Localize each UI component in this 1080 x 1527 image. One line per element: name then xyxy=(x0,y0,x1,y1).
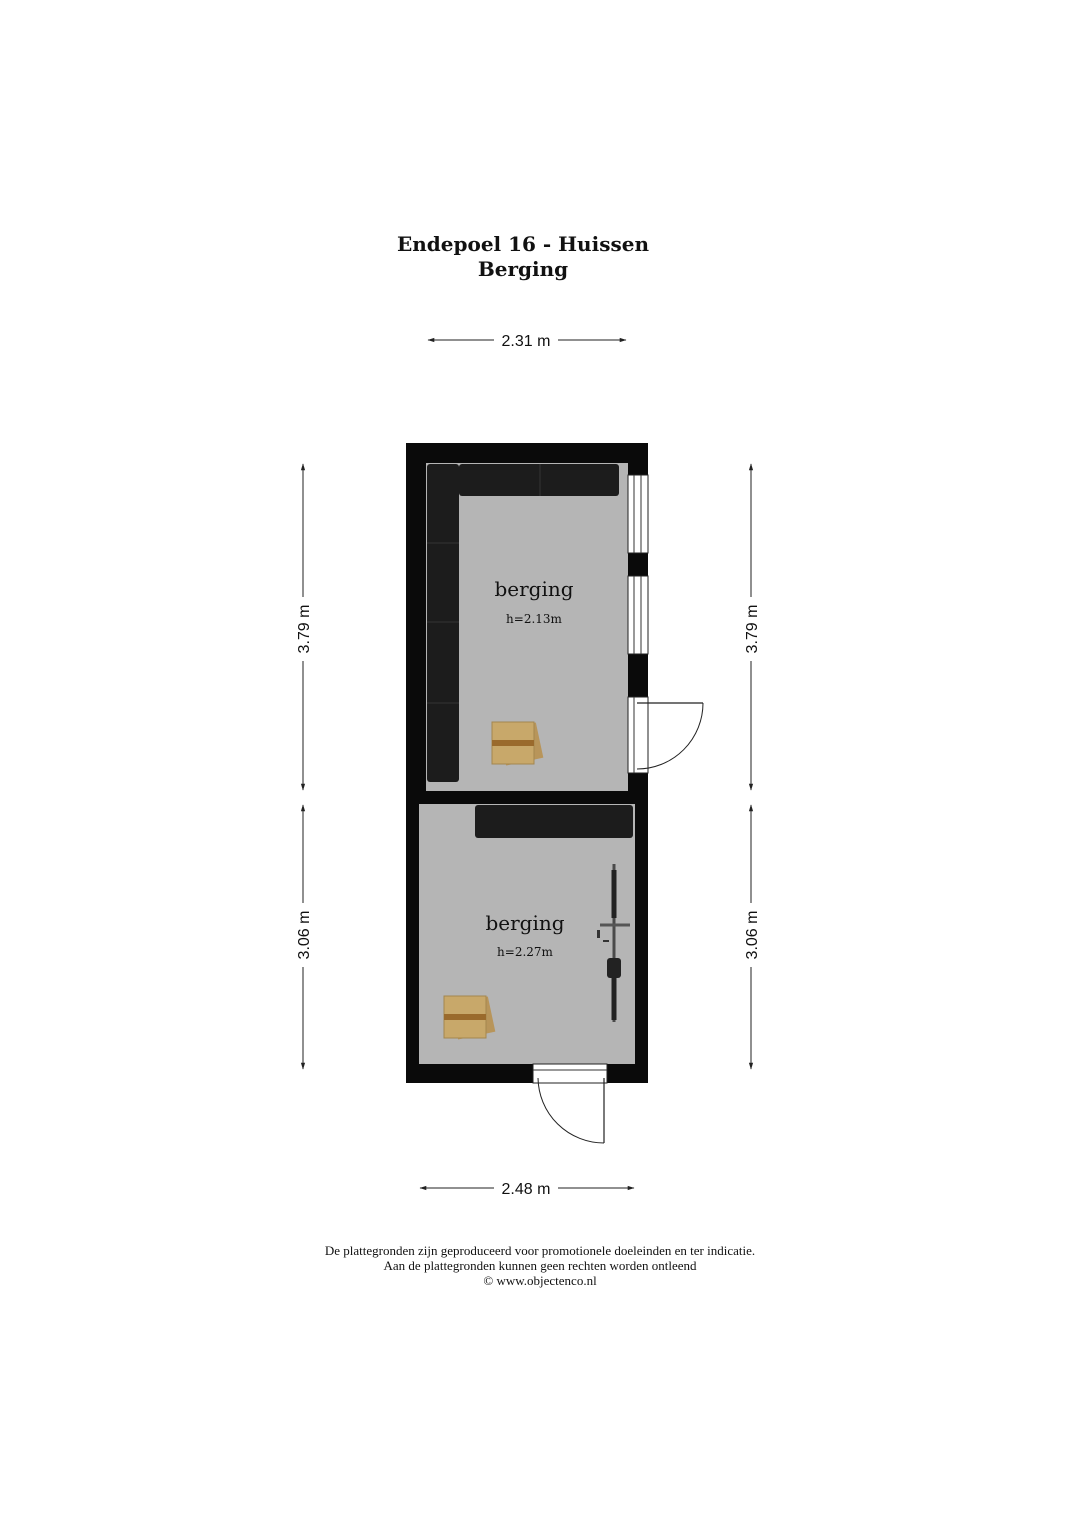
room-name-lower: berging xyxy=(485,911,565,935)
cabinet-lower xyxy=(475,805,633,838)
dimension-top xyxy=(428,333,626,350)
dimension-left-lower xyxy=(296,805,313,1069)
cabinet-left xyxy=(427,464,459,782)
dimension-right-lower xyxy=(744,805,761,1069)
plan-title-floor: Berging xyxy=(477,257,569,281)
copyright: © www.objectenco.nl xyxy=(483,1273,597,1288)
dimension-right-upper-label: 3.79 m xyxy=(744,604,761,654)
plan-title-address: Endepoel 16 - Huissen xyxy=(397,232,649,256)
front-door-swing xyxy=(538,1078,604,1143)
disclaimer-line-1: De plattegronden zijn geproduceerd voor promotionele doeleinden en ter indicatie. xyxy=(324,1243,756,1258)
dimension-left-lower-label: 3.06 m xyxy=(296,910,313,960)
front-door-opening xyxy=(533,1064,607,1083)
boxes-upper xyxy=(492,722,543,766)
cabinet-top xyxy=(459,464,619,496)
dimension-top-label: 2.31 m xyxy=(501,333,551,350)
room-name-upper: berging xyxy=(494,577,574,601)
front-door xyxy=(533,1064,607,1143)
disclaimer-line-2: Aan de plattegronden kunnen geen rechten worden ontleend xyxy=(383,1258,697,1273)
dimension-bottom-label: 2.48 m xyxy=(501,1181,551,1198)
window-1 xyxy=(628,475,648,553)
room-height-upper: h=2.13m xyxy=(506,612,562,626)
dimension-left-upper xyxy=(296,464,313,790)
dimension-bottom xyxy=(420,1181,634,1198)
upper-right-wall-openings xyxy=(628,475,648,773)
dimension-left-upper-label: 3.79 m xyxy=(296,604,313,654)
boxes-lower xyxy=(444,996,495,1040)
door-opening-side xyxy=(628,697,648,773)
dimension-right-upper xyxy=(744,464,761,790)
disclaimer xyxy=(0,1243,1080,1288)
window-2 xyxy=(628,576,648,654)
dimension-right-lower-label: 3.06 m xyxy=(744,910,761,960)
room-height-lower: h=2.27m xyxy=(497,945,553,959)
